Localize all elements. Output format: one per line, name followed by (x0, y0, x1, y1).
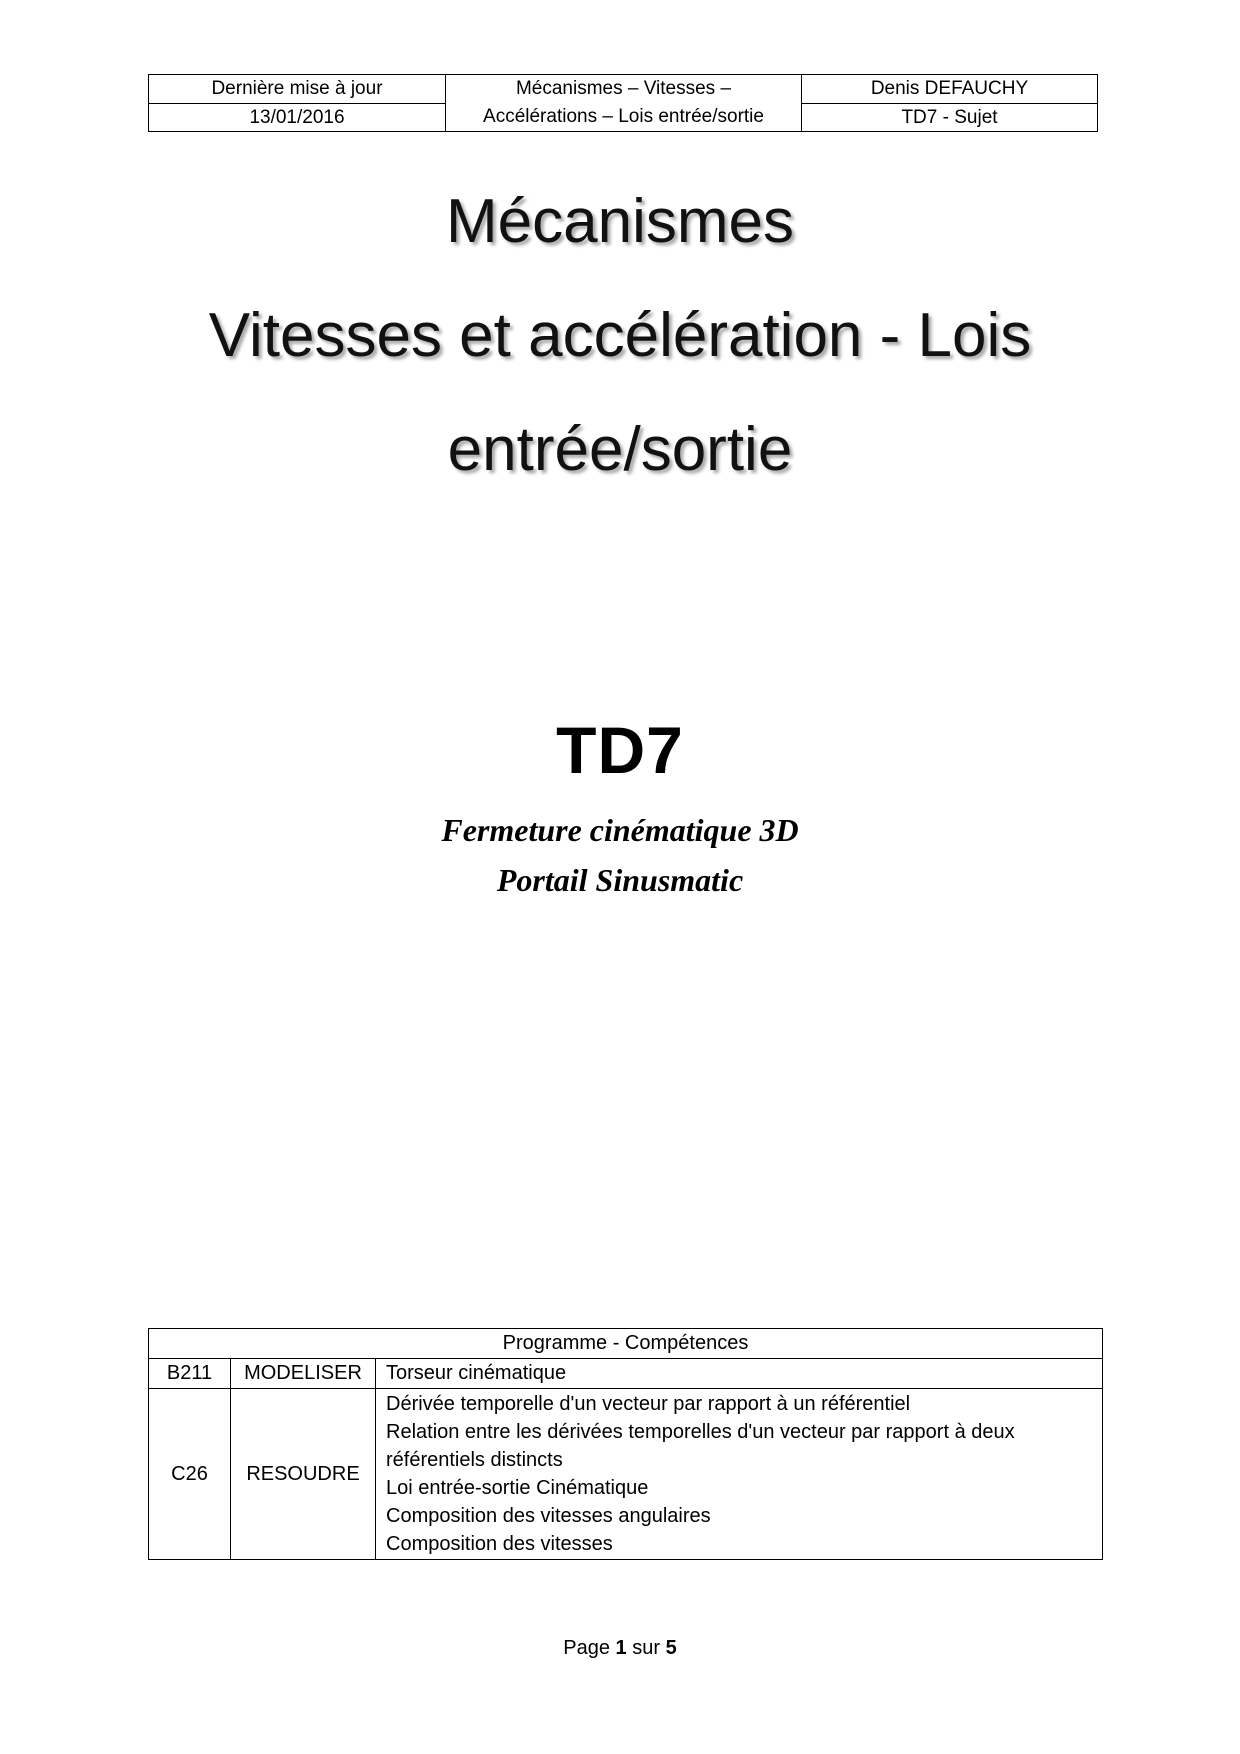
main-title-line2: Vitesses et accélération - Lois (208, 301, 1032, 370)
table-row (149, 1389, 1103, 1560)
header-course-title-line1: Mécanismes – Vitesses – (515, 78, 732, 99)
td-subtitle-2: Portail Sinusmatic (496, 862, 744, 898)
td-subtitle-1: Fermeture cinématique 3D (441, 812, 799, 848)
main-title-line3: entrée/sortie (447, 415, 793, 484)
competences-table (148, 1328, 1103, 1560)
footer-of-word: sur (632, 1637, 661, 1659)
competence-item: référentiels distincts (386, 1449, 563, 1471)
competence-code: B211 (149, 1359, 231, 1389)
document-header-table (148, 74, 1098, 132)
competence-item: Relation entre les dérivées temporelles d'un vecteur par rapport à deux (386, 1421, 1015, 1443)
competence-category: RESOUDRE (231, 1389, 376, 1560)
competences-table-header: Programme - Compétences (149, 1329, 1103, 1359)
header-doc-type: TD7 - Sujet (802, 103, 1098, 132)
footer-page-total: 5 (665, 1637, 677, 1659)
footer-page-word: Page (563, 1637, 610, 1659)
header-course-title (446, 75, 802, 132)
page-footer (0, 1637, 1240, 1660)
header-date: 13/01/2016 (149, 103, 446, 132)
header-course-title-line2: Accélérations – Lois entrée/sortie (483, 106, 764, 127)
competence-code: C26 (149, 1389, 231, 1560)
header-last-update-label: Dernière mise à jour (149, 75, 446, 104)
competence-item: Torseur cinématique (376, 1359, 1103, 1389)
competence-item: Dérivée temporelle d'un vecteur par rapport à un référentiel (386, 1393, 911, 1415)
td-number-title: TD7 (556, 713, 684, 787)
competence-item: Loi entrée-sortie Cinématique (386, 1477, 649, 1499)
competence-item: Composition des vitesses (386, 1533, 613, 1555)
table-row (149, 1359, 1103, 1389)
competence-category: MODELISER (231, 1359, 376, 1389)
competence-item: Composition des vitesses angulaires (386, 1505, 711, 1527)
main-title-line1: Mécanismes (446, 187, 794, 256)
competence-items-cell (376, 1389, 1103, 1560)
footer-page-current: 1 (615, 1637, 627, 1659)
header-author: Denis DEFAUCHY (802, 75, 1098, 104)
